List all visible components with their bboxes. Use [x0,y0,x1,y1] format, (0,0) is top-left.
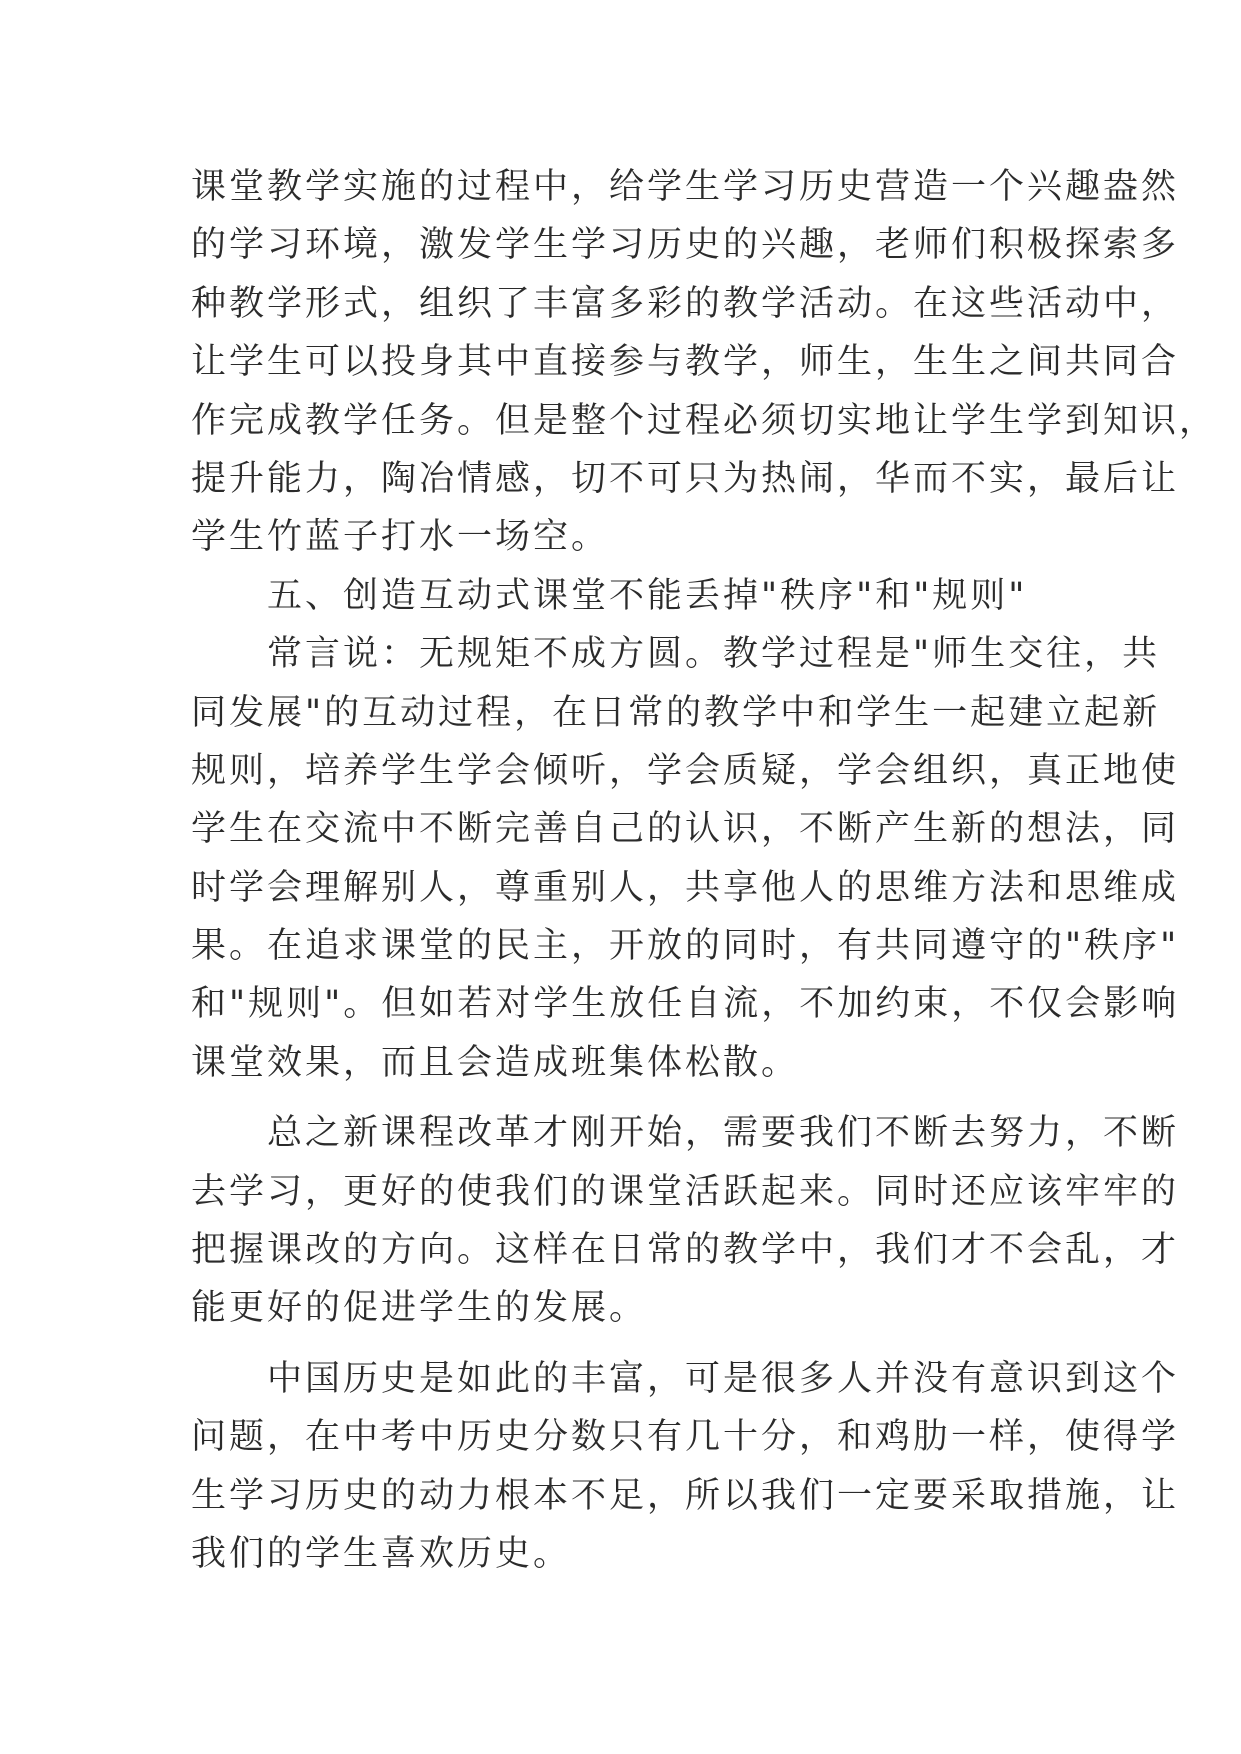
paragraph-gap [191,1092,1071,1104]
text-line: 中国历史是如此的丰富，可是很多人并没有意识到这个 [191,1358,1180,1399]
paragraph-gap [191,1338,1071,1350]
text-line: 时学会理解别人，尊重别人，共享他人的思维方法和思维成 [191,867,1180,908]
text-line: 把握课改的方向。这样在日常的教学中，我们才不会乱，才 [191,1230,1180,1271]
section-heading-text: 五、创造互动式课堂不能丢掉"秩序"和"规则" [191,575,1028,616]
text-line: 同发展"的互动过程，在日常的教学中和学生一起建立起新 [191,692,1161,733]
text-line: 作完成教学任务。但是整个过程必须切实地让学生学到知识， [191,400,1218,441]
text-line: 课堂效果，而且会造成班集体松散。 [191,1042,800,1083]
text-line: 能更好的促进学生的发展。 [191,1288,648,1329]
text-line: 种教学形式，组织了丰富多彩的教学活动。在这些活动中， [191,283,1180,324]
section-heading [191,567,1071,625]
text-line: 常言说：无规矩不成方圆。教学过程是"师生交往，共 [191,634,1161,675]
paragraph-4 [191,1350,1180,1584]
paragraph-3 [191,1104,1180,1338]
text-line: 课堂教学实施的过程中，给学生学习历史营造一个兴趣盎然 [191,167,1180,207]
text-line: 规则，培养学生学会倾听，学会质疑，学会组织，真正地使 [191,750,1180,791]
text-line: 问题，在中考中历史分数只有几十分，和鸡肋一样，使得学 [191,1417,1180,1458]
text-line: 的学习环境，激发学生学习历史的兴趣，老师们积极探索多 [191,225,1180,266]
text-line: 和"规则"。但如若对学生放任自流，不加约束，不仅会影响 [191,984,1180,1025]
text-line: 生学习历史的动力根本不足，所以我们一定要采取措施，让 [191,1475,1180,1516]
text-line: 学生竹蓝子打水一场空。 [191,517,610,558]
text-line: 让学生可以投身其中直接参与教学，师生，生生之间共同合 [191,342,1180,383]
text-line: 提升能力，陶冶情感，切不可只为热闹，华而不实，最后让 [191,458,1180,499]
text-line: 果。在追求课堂的民主，开放的同时，有共同遵守的"秩序" [191,926,1180,967]
paragraph-1 [191,158,1218,567]
paragraph-2 [191,625,1180,1092]
text-line: 总之新课程改革才刚开始，需要我们不断去努力，不断 [191,1113,1180,1154]
text-line: 我们的学生喜欢历史。 [191,1533,572,1574]
text-line: 去学习，更好的使我们的课堂活跃起来。同时还应该牢牢的 [191,1171,1180,1212]
document-body [191,158,1218,1583]
text-line: 学生在交流中不断完善自己的认识，不断产生新的想法，同 [191,809,1180,850]
